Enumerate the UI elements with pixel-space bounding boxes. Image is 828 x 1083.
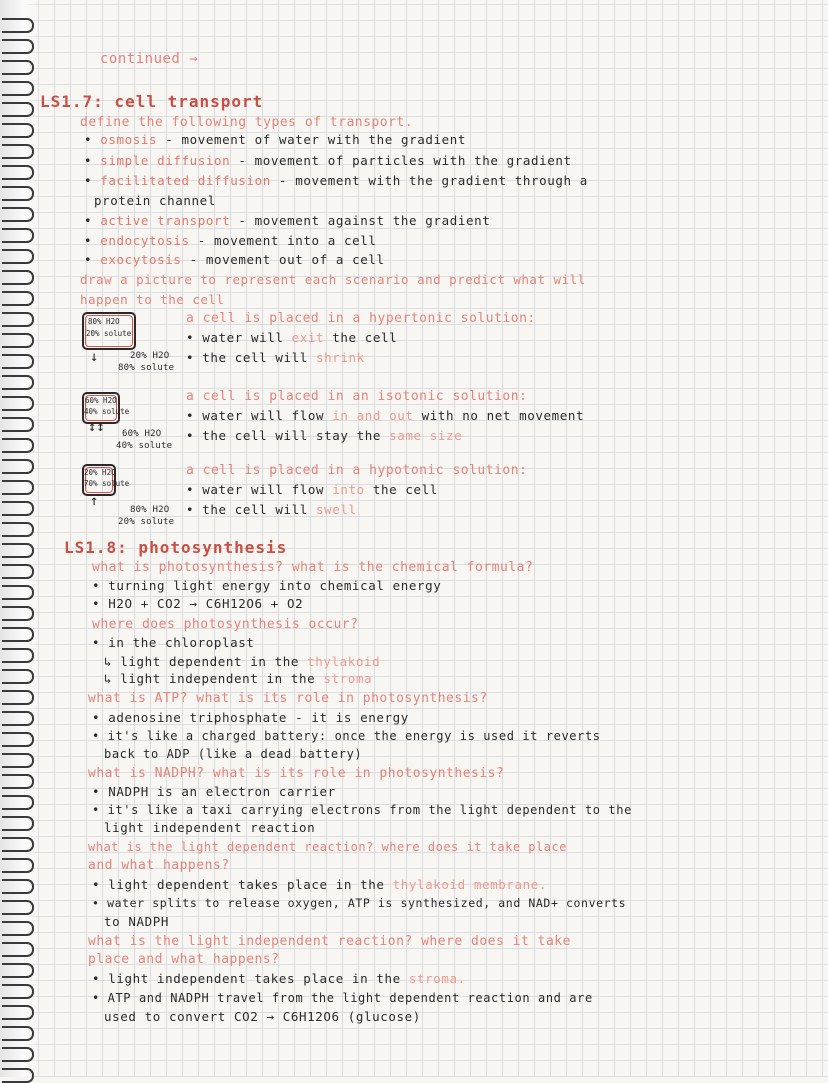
spiral-ring [2, 648, 34, 663]
answer-2-line-1: • in the chloroplast [92, 635, 255, 650]
scenario-title: a cell is placed in a hypotonic solution: [186, 463, 528, 478]
spiral-ring [2, 417, 34, 432]
question-6-line-2: place and what happens? [88, 952, 280, 967]
scenario-line-1: • water will flow in and out with no net movement [186, 408, 585, 423]
question-5-line-1: what is the light dependent reaction? where does it take place [88, 840, 567, 854]
spiral-ring [2, 501, 34, 516]
cell-outside-water: 20% H2O [130, 351, 170, 361]
definition-item: • osmosis - movement of water with the gradient [84, 132, 466, 147]
spiral-ring [2, 165, 34, 180]
cell-inside-water: 60% H2O [85, 396, 117, 405]
definition-item: • active transport - movement against the gradient [84, 213, 491, 228]
spiral-ring [2, 60, 34, 75]
answer-6-line-1: • light independent takes place in the stroma. [92, 971, 466, 986]
spiral-ring [2, 480, 34, 495]
spiral-ring [2, 1005, 34, 1020]
question-2: where does photosynthesis occur? [92, 617, 359, 632]
draw-prompt-line-2: happen to the cell [80, 292, 225, 307]
scenario-line-2: • the cell will shrink [186, 350, 365, 365]
spiral-ring [2, 396, 34, 411]
answer-5-line-1: • light dependent takes place in the thylakoid membrane. [92, 877, 548, 892]
answer-4-line-3: light independent reaction [104, 820, 316, 835]
spiral-ring [2, 753, 34, 768]
spiral-ring [2, 627, 34, 642]
spiral-ring [2, 795, 34, 810]
arrow-up-icon: ↑ [90, 493, 99, 509]
spiral-ring [2, 270, 34, 285]
spiral-ring [2, 711, 34, 726]
spiral-ring [2, 543, 34, 558]
definition-item: protein channel [94, 193, 216, 208]
cell-outside-solute: 20% solute [118, 517, 175, 527]
answer-2-line-2: ↳ light dependent in the thylakoid [104, 654, 381, 669]
draw-prompt-line-1: draw a picture to represent each scenario and predict what will [80, 272, 586, 287]
spiral-ring [2, 879, 34, 894]
define-prompt: define the following types of transport. [80, 115, 414, 130]
spiral-ring [2, 669, 34, 684]
answer-3-line-3: back to ADP (like a dead battery) [104, 747, 363, 761]
cell-inside-solute: 70% solute [84, 479, 130, 488]
scenario-title: a cell is placed in a hypertonic solution: [186, 311, 536, 326]
question-1: what is photosynthesis? what is the chemical formula? [92, 560, 534, 575]
spiral-ring [2, 39, 34, 54]
spiral-ring [2, 1068, 34, 1083]
spiral-ring [2, 963, 34, 978]
definition-item: • facilitated diffusion - movement with the gradient through a [84, 173, 588, 188]
scenario-line-2: • the cell will stay the same size [186, 428, 463, 443]
definition-item: • exocytosis - movement out of a cell [84, 252, 385, 267]
cell-outside-water: 80% H2O [130, 505, 170, 515]
answer-3-line-1: • adenosine triphosphate - it is energy [92, 710, 409, 725]
spiral-ring [2, 333, 34, 348]
spiral-ring [2, 816, 34, 831]
spiral-ring [2, 228, 34, 243]
answer-5-line-3: to NADPH [104, 914, 170, 929]
spiral-ring [2, 984, 34, 999]
answer-2-line-3: ↳ light independent in the stroma [104, 671, 373, 686]
spiral-ring [2, 774, 34, 789]
answer-1-line-1: • turning light energy into chemical energy [92, 578, 442, 593]
answer-4-line-2: • it's like a taxi carrying electrons from the light dependent to the [92, 803, 632, 817]
spiral-ring [2, 186, 34, 201]
spiral-ring [2, 1047, 34, 1062]
spiral-ring [2, 144, 34, 159]
spiral-ring [2, 375, 34, 390]
scenario-title: a cell is placed in an isotonic solution: [186, 389, 528, 404]
arrow-down-icon: ↓ [90, 349, 99, 365]
spiral-ring [2, 354, 34, 369]
cell-outside-solute: 80% solute [118, 363, 175, 373]
continued-label: continued → [100, 51, 199, 67]
spiral-ring [2, 690, 34, 705]
answer-5-line-2: • water splits to release oxygen, ATP is synthesized, and NAD+ converts [92, 896, 627, 910]
spiral-binding [0, 0, 40, 1077]
spiral-ring [2, 18, 34, 33]
scenario-line-1: • water will flow into the cell [186, 482, 438, 497]
spiral-ring [2, 606, 34, 621]
spiral-ring [2, 837, 34, 852]
cell-inside-solute: 20% solute [86, 329, 132, 338]
spiral-ring [2, 942, 34, 957]
spiral-ring [2, 1026, 34, 1041]
definition-item: • endocytosis - movement into a cell [84, 233, 377, 248]
spiral-ring [2, 207, 34, 222]
spiral-ring [2, 81, 34, 96]
answer-4-line-1: • NADPH is an electron carrier [92, 784, 336, 799]
answer-6-line-2: • ATP and NADPH travel from the light dependent reaction and are [92, 991, 593, 1005]
spiral-ring [2, 921, 34, 936]
section-title-ls18: LS1.8: photosynthesis [64, 538, 288, 557]
scenario-line-1: • water will exit the cell [186, 330, 398, 345]
answer-3-line-2: • it's like a charged battery: once the energy is used it reverts [92, 729, 601, 743]
definition-item: • simple diffusion - movement of particles with the gradient [84, 153, 572, 168]
question-6-line-1: what is the light independent reaction? where does it take [88, 934, 571, 949]
spiral-ring [2, 312, 34, 327]
answer-1-line-2: • H2O + CO2 → C6H12O6 + O2 [92, 596, 304, 611]
spiral-ring [2, 564, 34, 579]
cell-inside-solute: 40% solute [84, 407, 130, 416]
spiral-ring [2, 459, 34, 474]
spiral-ring [2, 291, 34, 306]
spiral-ring [2, 123, 34, 138]
question-4: what is NADPH? what is its role in photosynthesis? [88, 766, 505, 781]
cell-outside-water: 60% H2O [122, 429, 162, 439]
question-5-line-2: and what happens? [88, 858, 230, 873]
cell-outside-solute: 40% solute [116, 441, 173, 451]
spiral-ring [2, 438, 34, 453]
section-title-ls17: LS1.7: cell transport [40, 92, 264, 111]
cell-inside-water: 20% H2O [84, 468, 116, 477]
spiral-ring [2, 858, 34, 873]
arrows-both-icon: ↕↕ [88, 419, 105, 435]
scenario-line-2: • the cell will swell [186, 502, 357, 517]
question-3: what is ATP? what is its role in photosynthesis? [88, 691, 488, 706]
cell-inside-water: 80% H2O [88, 317, 120, 326]
spiral-ring [2, 732, 34, 747]
spiral-ring [2, 900, 34, 915]
answer-6-line-3: used to convert CO2 → C6H12O6 (glucose) [104, 1009, 421, 1024]
spiral-ring [2, 249, 34, 264]
spiral-ring [2, 585, 34, 600]
spiral-ring [2, 102, 34, 117]
spiral-ring [2, 522, 34, 537]
